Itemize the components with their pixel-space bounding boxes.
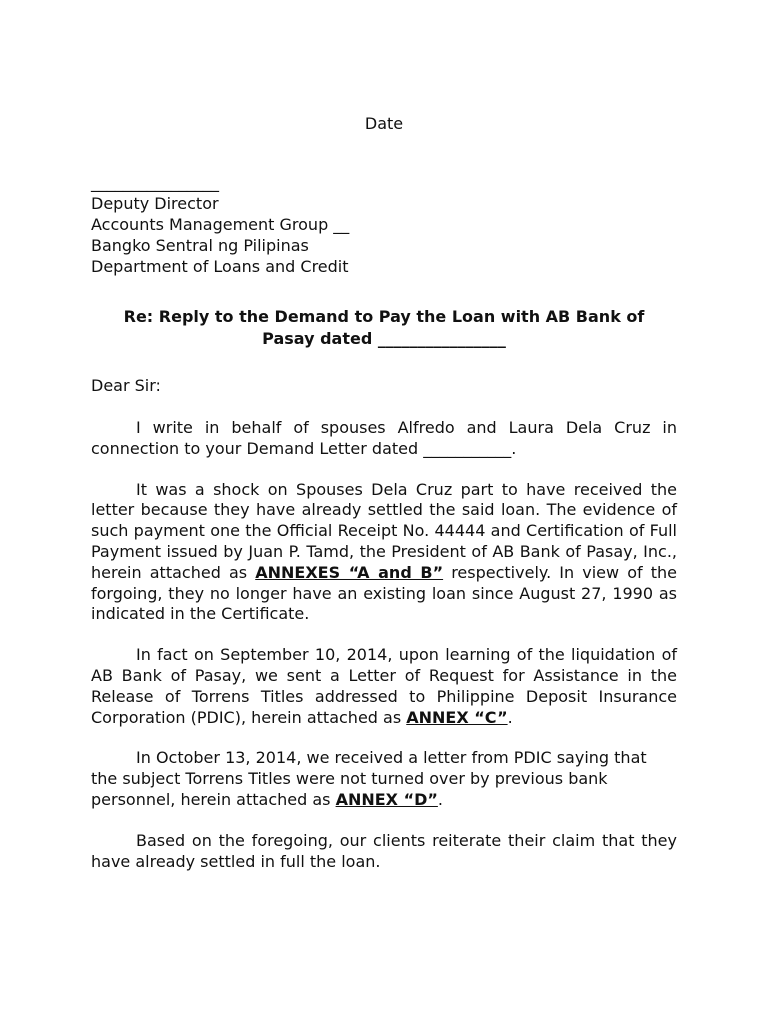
paragraph-4-text-a: In October 13, 2014, we received a letter from PDIC saying that the subject Torrens Titles were not turned over by previous bank personnel, herein attached as: [91, 748, 647, 809]
paragraph-4-text-b: .: [437, 789, 443, 809]
recipient-group: Accounts Management Group __: [91, 215, 350, 234]
annex-c-reference: ANNEX “C”: [406, 707, 508, 727]
recipient-department: Department of Loans and Credit: [91, 257, 349, 276]
annex-ab-reference: ANNEXES “A and B”: [255, 562, 444, 582]
paragraph-2-text-a: It was a shock on Spouses Dela Cruz part to have received the letter because they have already settled the said loan. The evidence of such payment one the Official Receipt No. 44444 and Certification of Full Payment issued by Juan P. Tamd, the President of AB Bank of Pasay, Inc., herein attached as: [91, 479, 677, 582]
paragraph-2-text-b: respectively. In view of the forgoing, they no longer have an existing loan since August 27, 1990 as indicated in the Certificate.: [91, 562, 678, 624]
subject-line-2: Pasay dated ________________: [262, 329, 506, 348]
annex-d-reference: ANNEX “D”: [335, 789, 438, 809]
date-label: Date: [364, 114, 404, 133]
letter-page: [91, 114, 677, 872]
paragraph-4: [91, 748, 677, 810]
salutation: Dear Sir:: [91, 376, 161, 395]
paragraph-5: Based on the foregoing, our clients reiterate their claim that they have already settled in full the loan.: [91, 830, 677, 871]
recipient-title: Deputy Director: [91, 194, 219, 213]
recipient-block: [91, 172, 677, 277]
paragraph-1: I write in behalf of spouses Alfredo and Laura Dela Cruz in connection to your Demand Letter dated ___________.: [91, 418, 677, 458]
paragraph-3: [91, 645, 677, 728]
paragraph-3-text-a: In fact on September 10, 2014, upon learning of the liquidation of AB Bank of Pasay, we sent a Letter of Request for Assistance in the Release of Torrens Titles addressed to Philippine Deposit Insurance Corporation (PDIC), herein attached as: [91, 645, 677, 727]
subject-line-1: Re: Reply to the Demand to Pay the Loan with AB Bank of: [123, 307, 645, 326]
recipient-bank: Bangko Sentral ng Pilipinas: [91, 236, 309, 255]
paragraph-3-text-b: .: [507, 707, 513, 727]
paragraph-2: [91, 480, 677, 626]
subject-line: [91, 306, 677, 350]
recipient-name-blank: ________________: [91, 173, 219, 192]
